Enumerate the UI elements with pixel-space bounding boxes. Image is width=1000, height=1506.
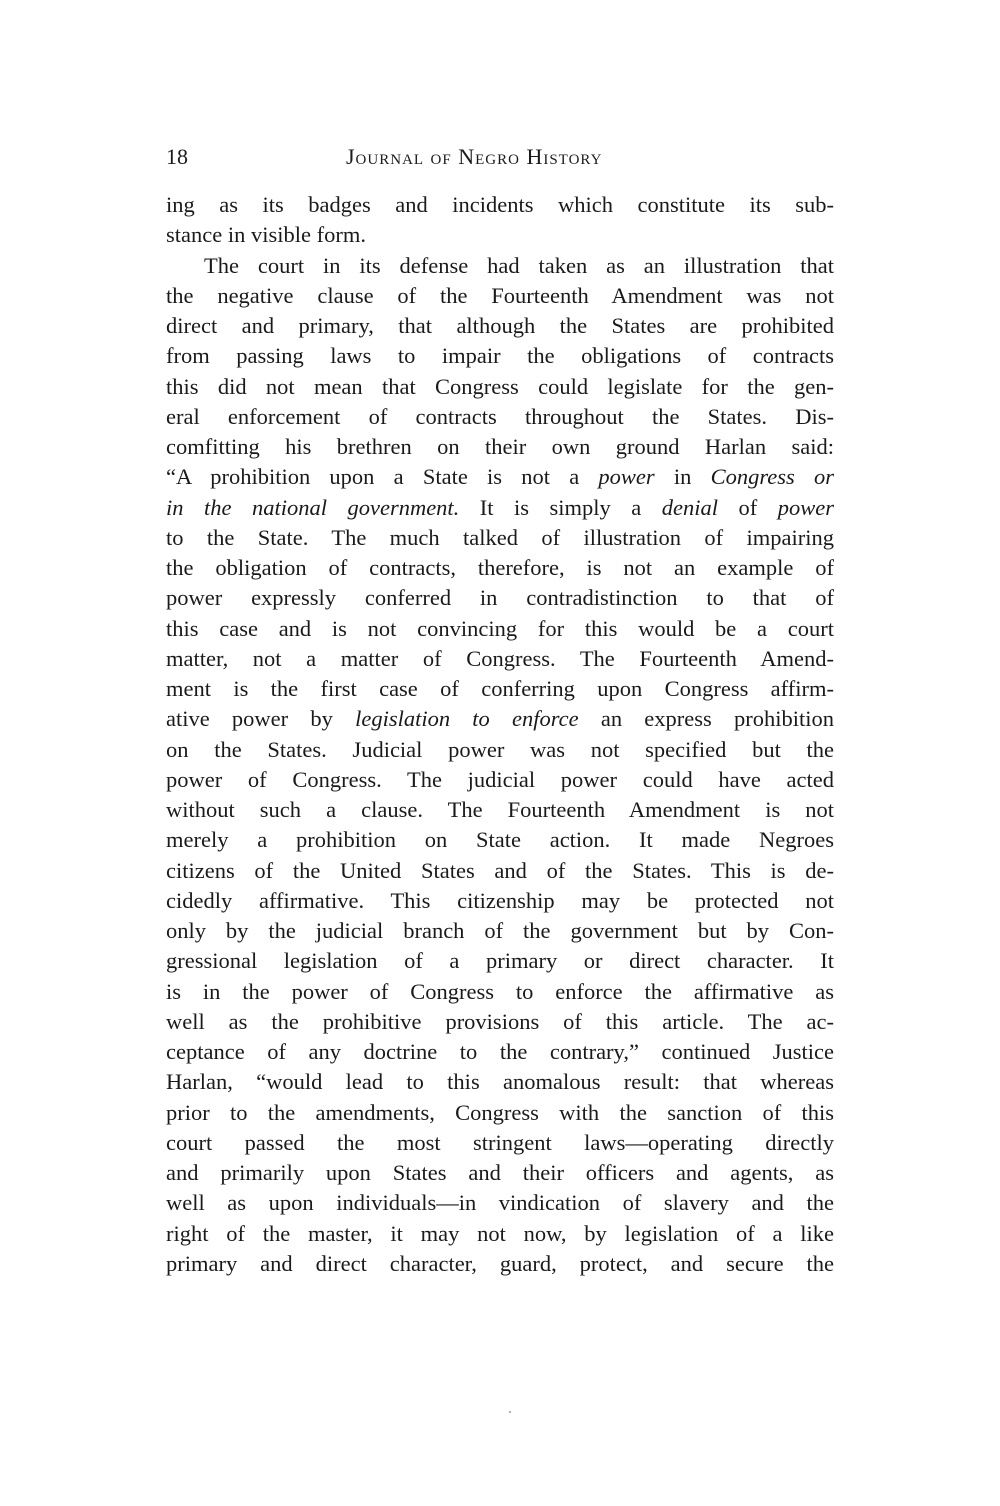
text-line: cidedly affirmative. This citizenship may be protected not xyxy=(166,887,834,913)
text-line: “A prohibition upon a State is not a power in Congress or xyxy=(166,464,834,490)
body-text xyxy=(166,190,834,1279)
text-line: without such a clause. The Fourteenth Amendment is not xyxy=(166,797,834,822)
text-line: primary and direct character, guard, protect, and secure the xyxy=(166,1250,834,1276)
text-line: the negative clause of the Fourteenth Amendment was not xyxy=(166,282,834,308)
text-line: prior to the amendments, Congress with the sanction of this xyxy=(166,1099,834,1125)
text-line: comfitting his brethren on their own ground Harlan said: xyxy=(166,434,834,459)
text-line: citizens of the United States and of the States. This is de- xyxy=(166,857,834,883)
text-line: ative power by legislation to enforce an express prohibition xyxy=(166,706,834,732)
page-header xyxy=(166,140,834,174)
text-line: on the States. Judicial power was not specified but the xyxy=(166,736,834,762)
text-line: The court in its defense had taken as an illustration that xyxy=(204,252,834,278)
text-line: this did not mean that Congress could legislate for the gen- xyxy=(166,373,834,399)
text-line: court passed the most stringent laws—operating directly xyxy=(166,1129,834,1155)
text-line: in the national government. It is simply a denial of power xyxy=(166,494,834,520)
text-line: power of Congress. The judicial power could have acted xyxy=(166,766,834,792)
text-line: the obligation of contracts, therefore, is not an example of xyxy=(166,555,834,580)
text-line: this case and is not convincing for this would be a court xyxy=(166,615,834,641)
text-line: right of the master, it may not now, by legislation of a like xyxy=(166,1220,834,1246)
text-line: matter, not a matter of Congress. The Fourteenth Amend- xyxy=(166,645,834,671)
text-line: is in the power of Congress to enforce the affirmative as xyxy=(166,978,834,1004)
text-line: well as upon individuals—in vindication of slavery and the xyxy=(166,1190,834,1216)
text-line: merely a prohibition on State action. It made Negroes xyxy=(166,827,834,853)
text-line: to the State. The much talked of illustration of impairing xyxy=(166,524,834,550)
text-line: stance in visible form. xyxy=(166,222,366,248)
text-line: ceptance of any doctrine to the contrary,” continued Justice xyxy=(166,1039,834,1064)
running-title: Journal of Negro History xyxy=(346,144,603,169)
text-line: power expressly conferred in contradistinction to that of xyxy=(166,585,834,611)
text-line: ment is the first case of conferring upon Congress affirm- xyxy=(166,676,834,701)
text-line: and primarily upon States and their officers and agents, as xyxy=(166,1160,834,1185)
text-line: gressional legislation of a primary or direct character. It xyxy=(166,948,834,974)
text-line: from passing laws to impair the obligations of contracts xyxy=(166,343,834,369)
text-line: ing as its badges and incidents which constitute its sub- xyxy=(166,192,834,217)
scan-speck xyxy=(509,1411,511,1413)
page-number: 18 xyxy=(166,144,188,169)
text-line: only by the judicial branch of the government but by Con- xyxy=(166,918,834,943)
text-line: Harlan, “would lead to this anomalous result: that whereas xyxy=(166,1069,834,1095)
text-line: eral enforcement of contracts throughout the States. Dis- xyxy=(166,403,834,429)
text-line: direct and primary, that although the States are prohibited xyxy=(166,313,834,338)
text-line: well as the prohibitive provisions of this article. The ac- xyxy=(166,1008,834,1034)
